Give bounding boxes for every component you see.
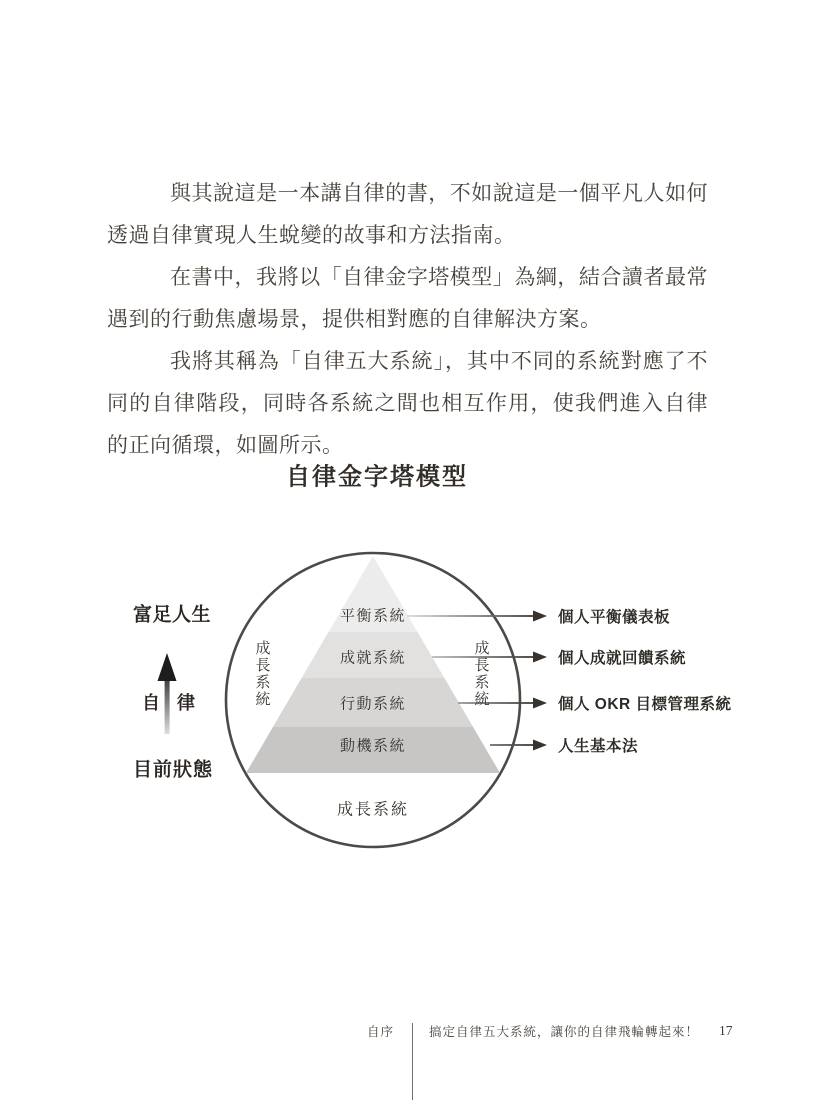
pyramid-layer-label-action: 行動系統 xyxy=(339,696,407,713)
footer-book-title: 搞定自律五大系統，讓你的自律飛輪轉起來！ xyxy=(429,1025,700,1039)
body-paragraph: 我將其稱為「自律五大系統」，其中不同的系統對應了不同的自律階段，同時各系統之間也相互作用，使我們進入自律的正向循環，如圖所示。 xyxy=(107,349,708,457)
footer-section-label: 自序 xyxy=(366,1025,394,1039)
annotation-okr-management: 個人 OKR 目標管理系統 xyxy=(558,696,732,713)
page-number: 17 xyxy=(719,1023,733,1038)
annotation-life-basic-law: 人生基本法 xyxy=(558,738,639,755)
footer-divider xyxy=(412,1023,413,1100)
body-paragraph: 與其說這是一本講自律的書，不如說這是一個平凡人如何透過自律實現人生蛻變的故事和方法指南。 xyxy=(107,181,708,247)
pyramid-layer-label-motivation: 動機系統 xyxy=(339,738,407,755)
annotation-arrow xyxy=(407,611,547,622)
growth-system-base-label: 成長系統 xyxy=(336,801,410,819)
annotation-arrow xyxy=(490,740,547,751)
growth-system-side-label-left: 成長系統 xyxy=(253,640,270,708)
axis-label-abundant-life: 富足人生 xyxy=(133,604,212,626)
axis-label-self-discipline: 自律 xyxy=(142,693,212,713)
pyramid-layer-label-achievement: 成就系統 xyxy=(339,650,407,667)
annotation-achievement-feedback: 個人成就回饋系統 xyxy=(558,650,687,667)
diagram-title: 自律金字塔模型 xyxy=(286,463,468,491)
growth-system-side-label-right: 成長系統 xyxy=(472,640,489,708)
axis-label-current-state: 目前狀態 xyxy=(133,759,214,781)
pyramid-layer-label-balance: 平衡系統 xyxy=(339,608,407,625)
annotation-balance-dashboard: 個人平衡儀表板 xyxy=(558,609,671,626)
body-paragraph: 在書中，我將以「自律金字塔模型」為綱，結合讀者最常遇到的行動焦慮場景，提供相對應的自律解決方案。 xyxy=(107,265,708,331)
